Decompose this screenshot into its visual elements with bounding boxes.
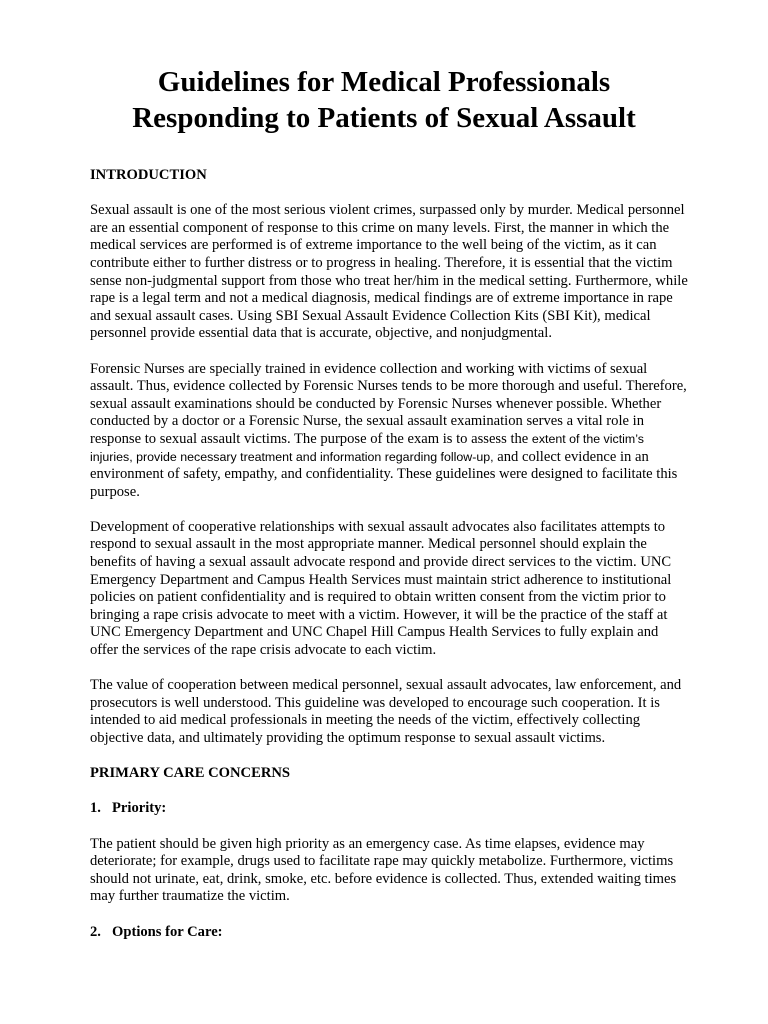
paragraph-2-text-b: extent of the victim’s injuries, provide necessary treatment and information regarding follow-up, <box>90 431 644 464</box>
item-label: Options for Care: <box>112 923 223 940</box>
document-body <box>90 167 690 959</box>
item-label: Priority: <box>112 800 167 817</box>
paragraph-2-text-c: and collect evidence in an environment of safety, empathy, and confidentiality. These guidelines were designed to facilitate this purpose. <box>90 448 678 500</box>
introduction-paragraph-2 <box>90 361 690 502</box>
numbered-item-priority <box>90 800 690 818</box>
priority-paragraph: The patient should be given high priority as an emergency case. As time elapses, evidence may deteriorate; for example, drugs used to facilitate rape may quickly metabolize. Furthermore, victims should not urinate, eat, drink, smoke, etc. before evidence is collected. Thus, extended waiting times may further traumatize the victim. <box>90 835 677 905</box>
title-line-2: Responding to Patients of Sexual Assault <box>132 102 636 134</box>
numbered-item-options-for-care <box>90 924 690 942</box>
introduction-paragraph-4: The value of cooperation between medical personnel, sexual assault advocates, law enforcement, and prosecutors is well understood. This guideline was developed to encourage such cooperation. It is intended to aid medical professionals in meeting the needs of the victim, effectively collecting objective data, and ultimately providing the optimum response to sexual assault victims. <box>90 677 682 746</box>
item-number: 2. <box>90 923 101 940</box>
introduction-heading: INTRODUCTION <box>90 167 207 183</box>
title-line-1: Guidelines for Medical Professionals <box>157 66 611 98</box>
page-title <box>40 64 728 136</box>
item-number: 1. <box>90 800 101 817</box>
introduction-paragraph-1: Sexual assault is one of the most serious violent crimes, surpassed only by murder. Medical personnel are an essential component of response to this crime on many levels. First, the manner in which the medical services are performed is of extreme importance to the well being of the victim, as it can contribute either to further distress or to progress in healing. Therefore, it is essential that the victim sense non-judgmental support from those who treat her/him in the medical setting. Furthermore, while rape is a legal term and not a medical diagnosis, medical findings are of extreme importance in rape and sexual assault cases. Using SBI Sexual Assault Evidence Collection Kits (SBI Kit), medical personnel provide essential data that is accurate, objective, and nonjudgmental. <box>90 202 688 342</box>
paragraph-2-text-a: Forensic Nurses are specially trained in evidence collection and working with victims of sexual assault. Thus, evidence collected by Forensic Nurses tends to be more thorough and useful. Therefore, sexual assault examinations should be conducted by Forensic Nurses whenever possible. Whether conducted by a doctor or a Forensic Nurse, the sexual assault examination serves a vital role in response to sexual assault victims. The purpose of the exam is to assess the <box>90 360 687 447</box>
primary-care-heading: PRIMARY CARE CONCERNS <box>90 765 291 782</box>
introduction-paragraph-3: Development of cooperative relationships with sexual assault advocates also facilitates attempts to respond to sexual assault in the most appropriate manner. Medical personnel should explain the benefits of having a sexual assault advocate respond and provide direct services to the victim. UNC Emergency Department and Campus Health Services must maintain strict adherence to institutional policies on patient confidentiality and is required to obtain written consent from the victim prior to bringing a rape crisis advocate to meet with a victim. However, it will be the practice of the staff at UNC Emergency Department and UNC Chapel Hill Campus Health Services to fully explain and offer the services of the rape crisis advocate to each victim. <box>90 518 672 659</box>
